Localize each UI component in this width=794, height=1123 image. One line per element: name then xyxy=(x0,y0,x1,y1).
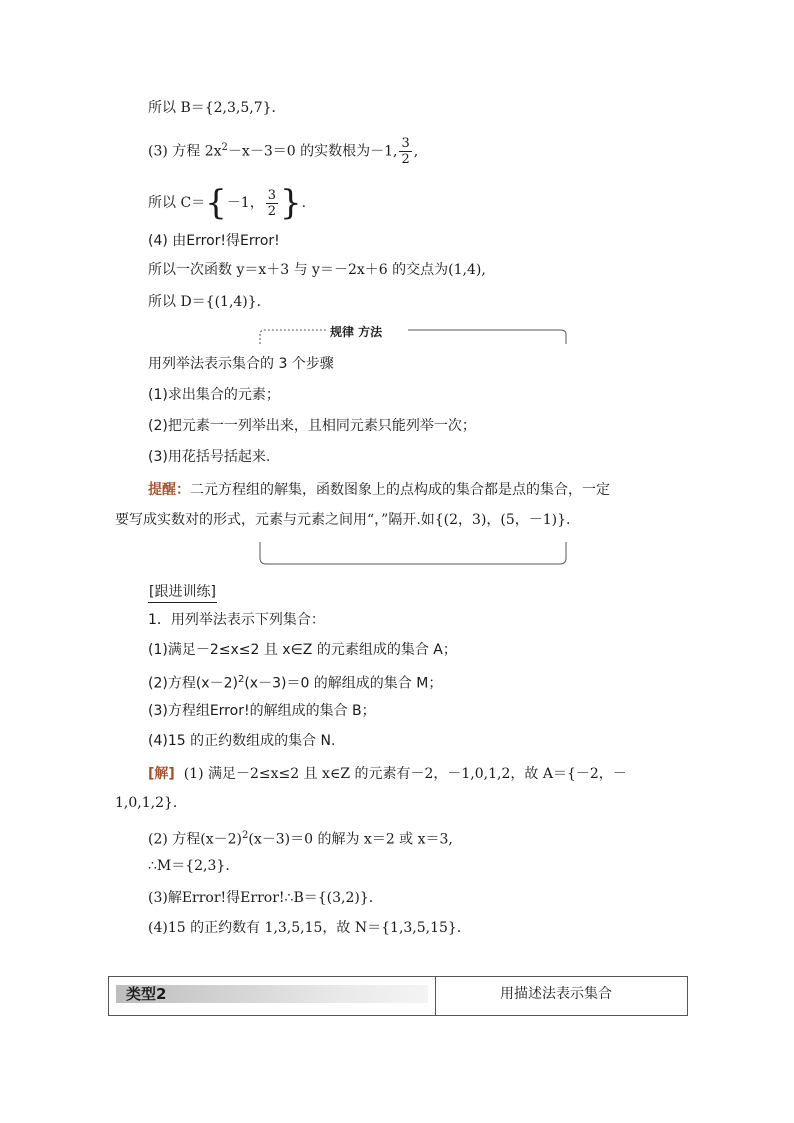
right-brace-icon: } xyxy=(280,183,302,223)
fraction-numerator-c: 3 xyxy=(267,187,277,203)
q1-2-suffix: (x－3)＝0 的解组成的集合 M； xyxy=(244,675,443,692)
method-step-3: (3)用花括号括起来. xyxy=(148,449,271,465)
solution-line-1 xyxy=(148,764,627,784)
method-step-1: (1)求出集合的元素； xyxy=(148,387,280,403)
solution-line-3: (3)解Error!得Error!∴B＝{(3,2)}． xyxy=(148,890,383,906)
fraction-three-halves xyxy=(399,136,411,167)
solution-line-2 xyxy=(148,826,453,850)
answer-line-d: 所以 D＝{(1,4)}． xyxy=(148,294,271,310)
fraction-three-halves-c xyxy=(266,188,278,219)
method-heading: 用列举法表示集合的 3 个步骤 xyxy=(148,356,334,372)
s2-suffix: (x－3)＝0 的解为 x＝2 或 x＝3, xyxy=(248,831,453,848)
s2-exponent: 2 xyxy=(242,830,249,841)
fraction-denominator: 2 xyxy=(401,152,410,167)
method-box-top-frame xyxy=(258,322,570,348)
tip-label: 提醒： xyxy=(148,482,190,498)
line3-end: , xyxy=(413,143,419,160)
line-c-end: . xyxy=(301,195,307,211)
answer-line-3 xyxy=(148,136,418,167)
method-tip-cont: 要写成实数对的形式，元素与元素之间用“，”隔开.如{(2，3)，(5，－1)}. xyxy=(115,512,571,528)
method-step-2: (2)把元素一一列举出来，且相同元素只能列举一次； xyxy=(148,418,476,434)
solution-label: [解] xyxy=(148,766,175,782)
answer-line-func: 所以一次函数 y＝x＋3 与 y＝－2x＋6 的交点为(1,4), xyxy=(148,262,486,278)
q1-2-prefix: (2)方程(x－2) xyxy=(148,675,238,692)
fraction-numerator: 3 xyxy=(401,136,410,151)
solution-line-4: (4)15 的正约数有 1,3,5,15，故 N＝{1,3,5,15}． xyxy=(148,920,471,936)
practice-label-text: [跟进训练] xyxy=(148,582,217,603)
line3-prefix: (3) 方程 2x xyxy=(148,143,222,160)
s2-prefix: (2) 方程(x－2) xyxy=(148,831,243,848)
type-title: 用描述法表示集合 xyxy=(500,986,612,1002)
line-c-middle: －1， xyxy=(226,195,264,211)
solution-line-1b: 1,0,1,2}． xyxy=(115,795,187,811)
answer-line-c xyxy=(148,183,307,223)
answer-line-b: 所以 B＝{2,3,5,7}． xyxy=(148,100,286,116)
type-header-divider xyxy=(435,976,436,1015)
tip-text: 二元方程组的解集，函数图象上的点构成的集合都是点的集合，一定 xyxy=(190,482,610,498)
type-label: 类型2 xyxy=(126,985,167,1003)
practice-label xyxy=(148,582,217,603)
left-brace-icon: { xyxy=(205,183,227,223)
practice-q1-1: (1)满足－2≤x≤2 且 x∈Z 的元素组成的集合 A； xyxy=(148,642,457,658)
line3-exponent: 2 xyxy=(221,141,228,153)
line3-middle: －x－3＝0 的实数根为－1, xyxy=(227,143,398,160)
solution-1-text: (1) 满足－2≤x≤2 且 x∈Z 的元素有－2，－1,0,1,2，故 A＝{－2，－ xyxy=(183,766,627,782)
solution-line-2b: ∴M＝{2,3}． xyxy=(148,858,240,874)
practice-q1-3: (3)方程组Error!的解组成的集合 B； xyxy=(148,703,376,719)
line-c-prefix: 所以 C＝ xyxy=(148,195,206,211)
fraction-denominator-c: 2 xyxy=(267,203,277,219)
answer-line-4: (4) 由Error!得Error! xyxy=(148,233,280,249)
method-box-bottom-frame xyxy=(258,540,570,568)
practice-q1: 1．用列举法表示下列集合： xyxy=(148,612,325,628)
q1-2-exponent: 2 xyxy=(237,674,245,685)
method-box-title: 规律 方法 xyxy=(330,325,383,339)
practice-q1-4: (4)15 的正约数组成的集合 N. xyxy=(148,733,336,749)
practice-q1-2 xyxy=(148,670,442,694)
method-tip xyxy=(148,480,610,500)
